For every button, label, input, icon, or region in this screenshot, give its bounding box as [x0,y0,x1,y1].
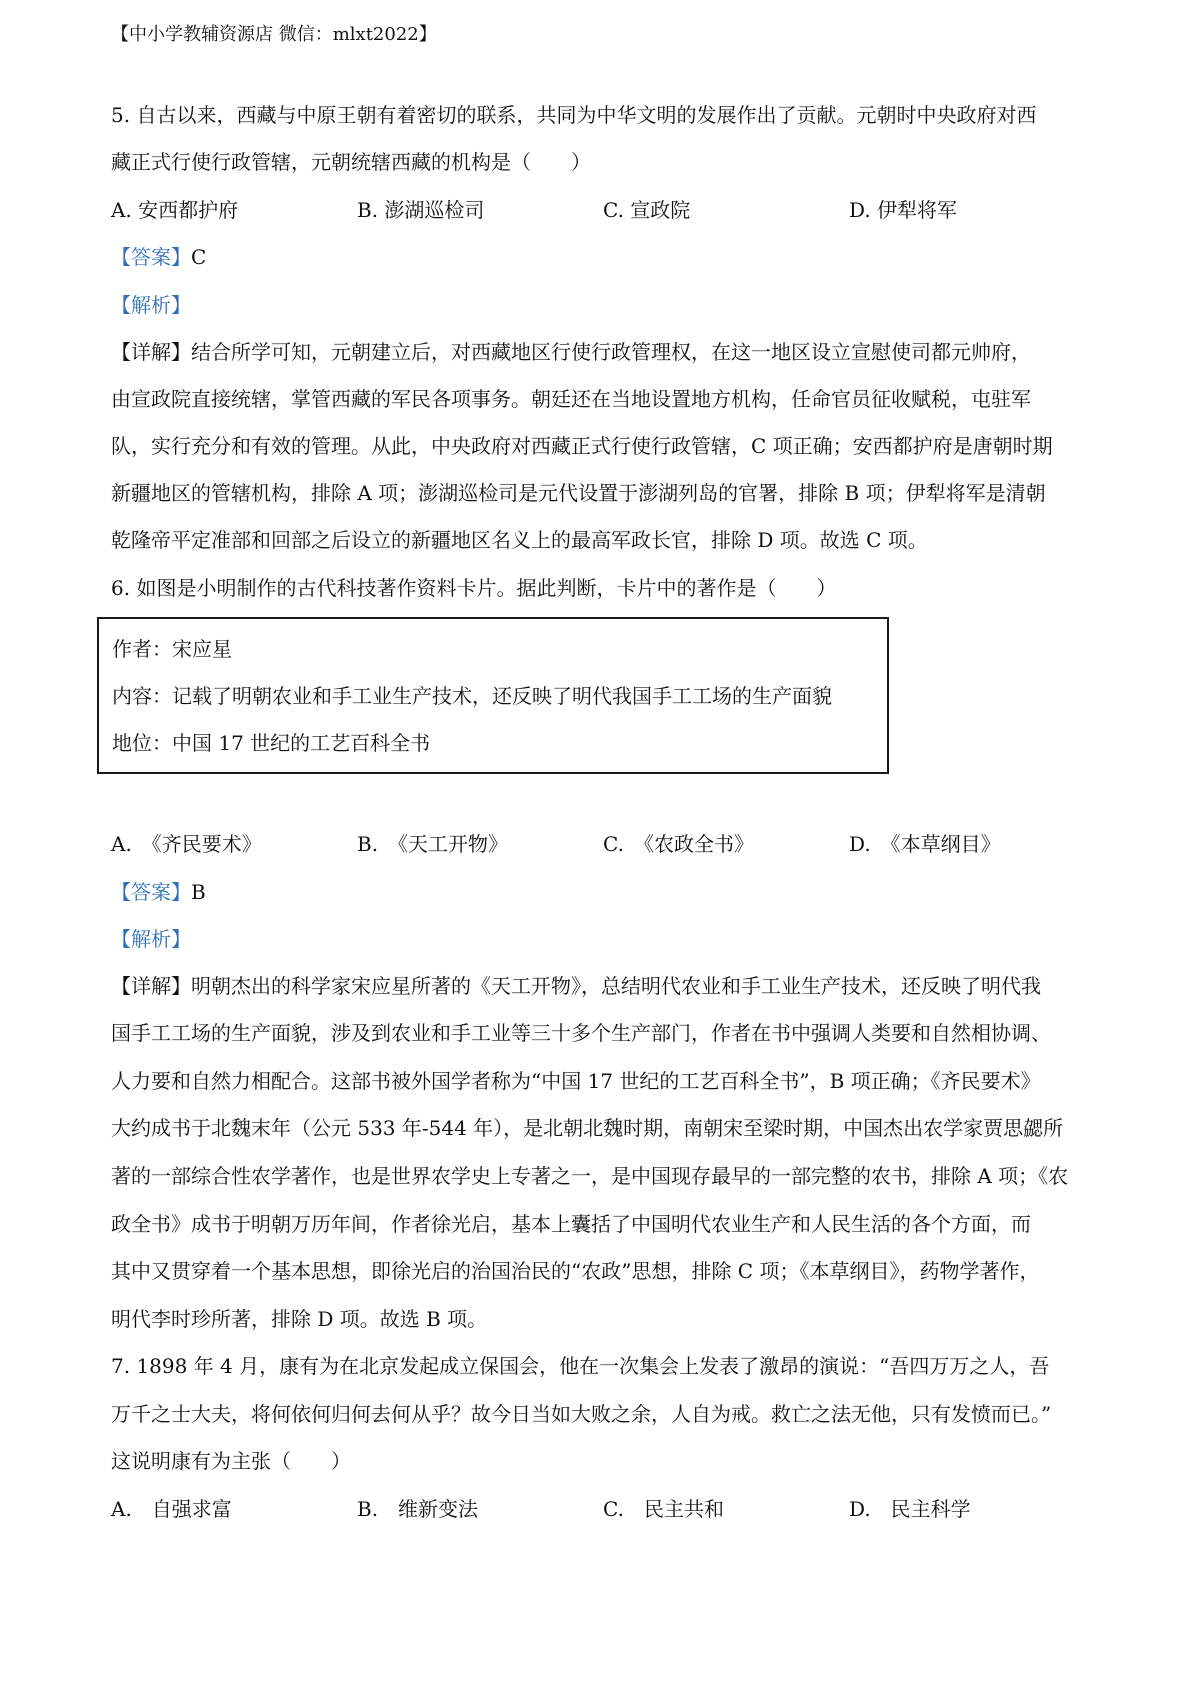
q5-stem-line-1: 5. 自古以来，西藏与中原王朝有着密切的联系，共同为中华文明的发展作出了贡献。元朝时中央政府对西 [111,103,1037,127]
card-content: 内容：记载了明朝农业和手工业生产技术，还反映了明代我国手工工场的生产面貌 [112,684,832,708]
q7-stem-line-3: 这说明康有为主张（ ） [111,1449,351,1473]
q7-option-d: D. 民主科学 [849,1497,971,1521]
q6-option-a: A. 《齐民要术》 [111,832,262,856]
q5-analysis-label: 【解析】 [111,293,191,317]
page-header: 【中小学教辅资源店 微信：mlxt2022】 [111,24,437,45]
q5-option-c: C. 宣政院 [603,198,691,222]
q6-detail-line-1: 【详解】明朝杰出的科学家宋应星所著的《天工开物》，总结明代农业和手工业生产技术，还反映了明代我 [111,974,1041,998]
q6-answer [111,882,206,902]
q6-detail-line-5: 著的一部综合性农学著作，也是世界农学史上专著之一，是中国现存最早的一部完整的农书，排除 A 项；《农 [111,1164,1069,1188]
q6-stem: 6. 如图是小明制作的古代科技著作资料卡片。据此判断，卡片中的著作是（ ） [111,576,837,600]
q7-stem-line-2: 万千之士大夫，将何依何归何去何从乎？故今日当如大败之余，人自为戒。救亡之法无他，只有发愤而已。” [111,1402,1052,1426]
q6-detail-line-4: 大约成书于北魏末年（公元 533 年-544 年），是北朝北魏时期，南朝宋至梁时期，中国杰出农学家贾思勰所 [111,1116,1064,1140]
q5-stem-line-2: 藏正式行使行政管辖，元朝统辖西藏的机构是（ ） [111,150,591,174]
q6-answer-label: 【答案】 [111,880,191,904]
card-status: 地位：中国 17 世纪的工艺百科全书 [112,731,431,755]
q5-answer-value: C [191,245,207,269]
q5-option-d: D. 伊犁将军 [849,198,958,222]
q7-option-b: B. 维新变法 [357,1497,479,1521]
q6-detail-label: 【详解】 [111,974,191,998]
q6-info-card [97,617,889,774]
q5-answer [111,247,206,267]
q6-detail-line-7: 其中又贯穿着一个基本思想，即徐光启的治国治民的“农政”思想，排除 C 项；《本草纲目》，药物学著作， [111,1259,1040,1283]
q5-answer-label: 【答案】 [111,245,191,269]
q6-answer-value: B [191,880,206,904]
q6-option-d: D. 《本草纲目》 [849,832,1001,856]
q5-option-a: A. 安西都护府 [111,198,239,222]
q5-option-b: B. 澎湖巡检司 [357,198,485,222]
q6-option-c: C. 《农政全书》 [603,832,754,856]
q5-detail-line-3: 队，实行充分和有效的管理。从此，中央政府对西藏正式行使行政管辖，C 项正确；安西都护府是唐朝时期 [111,434,1053,458]
q6-analysis-label: 【解析】 [111,927,191,951]
q7-option-c: C. 民主共和 [603,1497,724,1521]
q5-detail-line-2: 由宣政院直接统辖，掌管西藏的军民各项事务。朝廷还在当地设置地方机构，任命官员征收赋税，屯驻军 [111,387,1031,411]
q5-detail-line-5: 乾隆帝平定准部和回部之后设立的新疆地区名义上的最高军政长官，排除 D 项。故选 C 项。 [111,528,928,552]
q6-detail-line-6: 政全书》成书于明朝万历年间，作者徐光启，基本上囊括了中国明代农业生产和人民生活的各个方面，而 [111,1212,1031,1236]
q7-option-a: A. 自强求富 [111,1497,232,1521]
q5-detail-line-1: 【详解】结合所学可知，元朝建立后，对西藏地区行使行政管理权，在这一地区设立宣慰使司都元帅府， [111,340,1031,364]
q7-stem-line-1: 7. 1898 年 4 月，康有为在北京发起成立保国会，他在一次集会上发表了激昂的演说：“吾四万万之人，吾 [111,1354,1050,1378]
q6-option-b: B. 《天工开物》 [357,832,509,856]
q6-detail-line-2: 国手工工场的生产面貌，涉及到农业和手工业等三十多个生产部门，作者在书中强调人类要和自然相协调、 [111,1021,1051,1045]
q5-detail-label: 【详解】 [111,340,191,364]
q6-detail-line-8: 明代李时珍所著，排除 D 项。故选 B 项。 [111,1307,488,1331]
q6-detail-line-3: 人力要和自然力相配合。这部书被外国学者称为“中国 17 世纪的工艺百科全书”，B 项正确；《齐民要术》 [111,1069,1041,1093]
card-author: 作者：宋应星 [112,637,232,661]
q5-detail-line-4: 新疆地区的管辖机构，排除 A 项；澎湖巡检司是元代设置于澎湖列岛的官署，排除 B 项；伊犁将军是清朝 [111,481,1046,505]
